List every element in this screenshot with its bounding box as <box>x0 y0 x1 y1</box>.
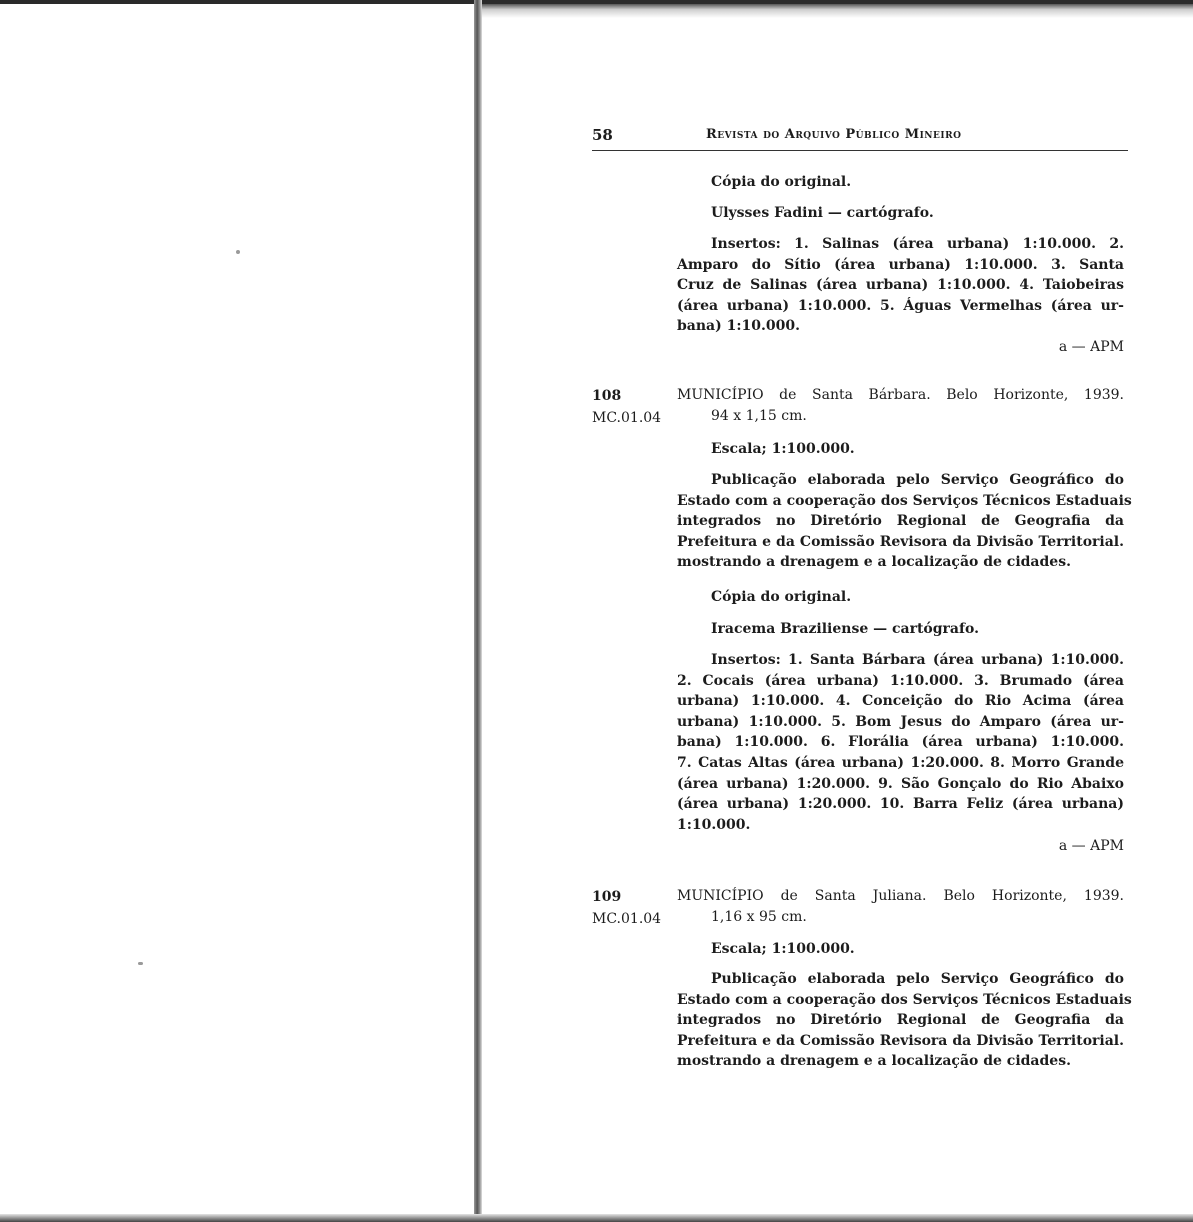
cartographer-note: Ulysses Fadini — cartógrafo. <box>711 205 934 221</box>
publication-line: Estado com a cooperação dos Serviços Técnicos Estaduais <box>677 991 1132 1008</box>
publication-paragraph <box>677 470 1132 573</box>
copy-note: Cópia do original. <box>711 174 852 190</box>
insets-line: 1:10.000. <box>677 816 751 833</box>
page-number: 58 <box>592 126 613 144</box>
publication-line: mostrando a drenagem e a localização de cidades. <box>677 1053 1071 1070</box>
copy-note: Cópia do original. <box>711 589 852 605</box>
publication-line: Publicação elaborada pelo Serviço Geográfico do <box>711 472 1124 488</box>
insets-line: urbana) 1:10.000. 4. Conceição do Rio Acima (área <box>677 693 1124 710</box>
running-head: Revista do Arquivo Público Mineiro <box>706 127 962 142</box>
scale-note: Escala; 1:100.000. <box>711 941 855 957</box>
location-note: a — APM <box>1058 339 1124 355</box>
insets-line: (área urbana) 1:20.000. 10. Barra Feliz (área urbana) <box>677 796 1124 813</box>
scan-speck <box>138 962 143 965</box>
insets-paragraph <box>677 650 1124 835</box>
publication-line: Estado com a cooperação dos Serviços Técnicos Estaduais <box>677 492 1132 509</box>
insets-line: (área urbana) 1:10.000. 5. Águas Vermelhas (área ur- <box>677 297 1124 314</box>
scan-shadow-top <box>480 4 1193 18</box>
publication-line: Prefeitura e da Comissão Revisora da Divisão Territorial. <box>677 1032 1124 1049</box>
publication-line: Publicação elaborada pelo Serviço Geográfico do <box>711 971 1124 987</box>
location-note: a — APM <box>1058 838 1124 854</box>
insets-line: bana) 1:10.000. 6. Florália (área urbana) 1:10.000. <box>677 734 1124 751</box>
entry-title-line: 1,16 x 95 cm. <box>711 909 807 925</box>
entry-title-line: MUNICÍPIO de Santa Juliana. Belo Horizonte, 1939. <box>677 888 1124 904</box>
insets-line: Amparo do Sítio (área urbana) 1:10.000. 3. Santa <box>677 256 1124 273</box>
page-header <box>592 126 1128 151</box>
scan-speck <box>236 250 240 254</box>
entry-title <box>677 385 1124 427</box>
scan-edge-bottom <box>0 1214 1193 1222</box>
book-spine <box>474 0 482 1214</box>
left-page-blank <box>0 4 474 1214</box>
cartographer-note: Iracema Braziliense — cartógrafo. <box>711 621 979 637</box>
insets-line: 2. Cocais (área urbana) 1:10.000. 3. Brumado (área <box>677 672 1124 689</box>
entry-number: 109 <box>592 889 622 905</box>
insets-line: 7. Catas Altas (área urbana) 1:20.000. 8. Morro Grande <box>677 754 1124 771</box>
entry-title <box>677 886 1124 928</box>
entry-number: 108 <box>592 388 622 404</box>
entry-code: MC.01.04 <box>592 410 662 426</box>
publication-line: Prefeitura e da Comissão Revisora da Divisão Territorial. <box>677 533 1124 550</box>
entry-title-line: MUNICÍPIO de Santa Bárbara. Belo Horizonte, 1939. <box>677 387 1124 403</box>
entry-code: MC.01.04 <box>592 911 662 927</box>
entry-title-line: 94 x 1,15 cm. <box>711 408 807 424</box>
publication-line: integrados no Diretório Regional de Geografia da <box>677 513 1124 530</box>
insets-line: Cruz de Salinas (área urbana) 1:10.000. 4. Taiobeiras <box>677 277 1124 294</box>
insets-line: bana) 1:10.000. <box>677 318 800 335</box>
publication-paragraph <box>677 969 1132 1072</box>
scale-note: Escala; 1:100.000. <box>711 441 855 457</box>
insets-paragraph <box>677 234 1124 337</box>
publication-line: integrados no Diretório Regional de Geografia da <box>677 1012 1124 1029</box>
insets-line: Insertos: 1. Santa Bárbara (área urbana) 1:10.000. <box>711 652 1124 668</box>
insets-line: Insertos: 1. Salinas (área urbana) 1:10.000. 2. <box>711 236 1124 252</box>
insets-line: (área urbana) 1:20.000. 9. São Gonçalo do Rio Abaixo <box>677 775 1124 792</box>
insets-line: urbana) 1:10.000. 5. Bom Jesus do Amparo (área ur- <box>677 713 1124 730</box>
publication-line: mostrando a drenagem e a localização de cidades. <box>677 554 1071 571</box>
